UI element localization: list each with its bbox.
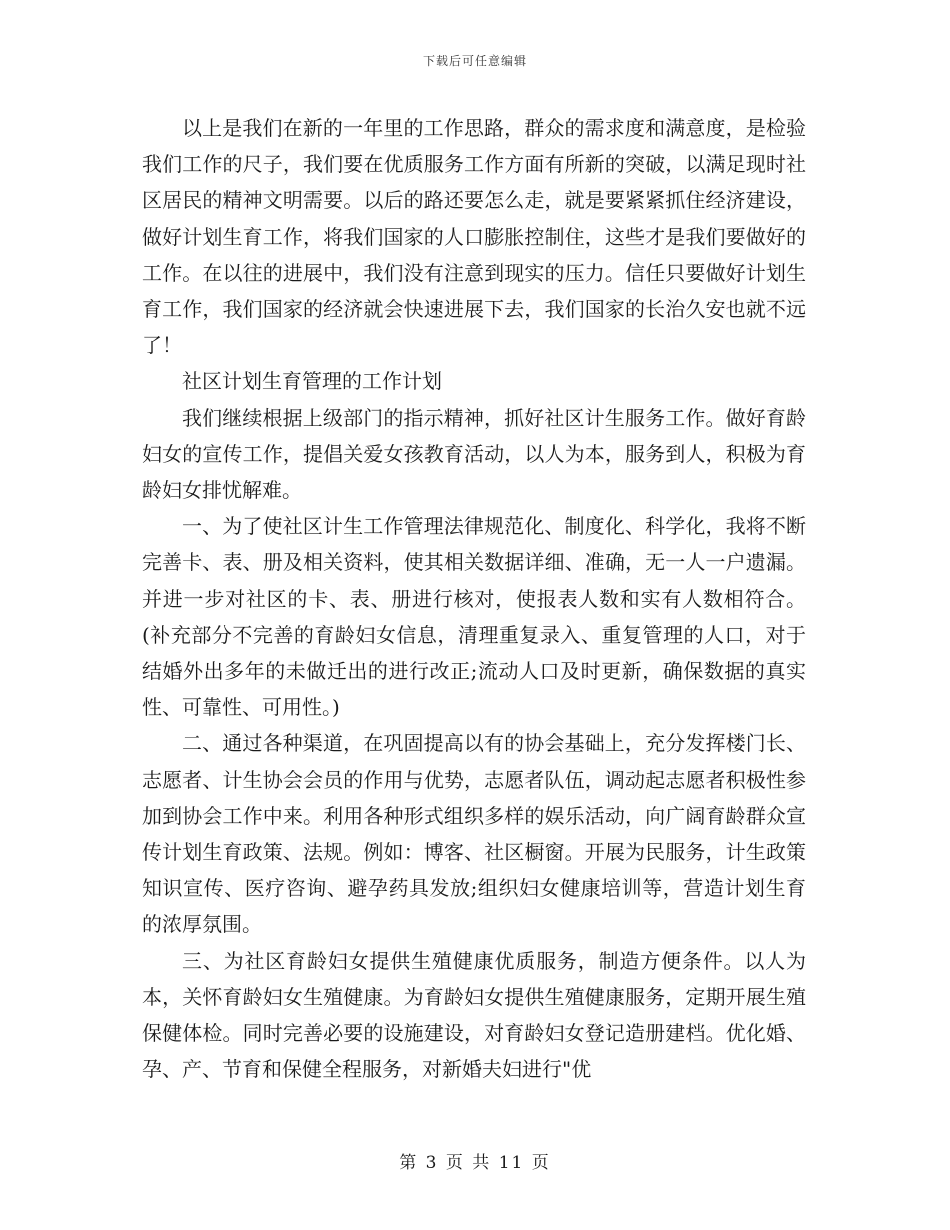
section-title: 社区计划生育管理的工作计划 — [182, 369, 442, 394]
document-body — [142, 110, 806, 1087]
paragraph-summary: 以上是我们在新的一年里的工作思路，群众的需求度和满意度，是检验我们工作的尺子，我们要在优质服务工作方面有所新的突破，以满足现时社区居民的精神文明需要。以后的路还要怎么走，就是要紧紧抓住经济建设，做好计划生育工作，将我们国家的人口膨胀控制住，这些才是我们要做好的工作。在以往的进展中，我们没有注意到现实的压力。信任只要做好计划生育工作，我们国家的经济就会快速进展下去，我们国家的长治久安也就不远了！ — [142, 116, 806, 358]
paragraph-item-2: 二、通过各种渠道，在巩固提高以有的协会基础上，充分发挥楼门长、志愿者、计生协会会员的作用与优势，志愿者队伍，调动起志愿者积极性参加到协会工作中来。利用各种形式组织多样的娱乐活动，向广阔育龄群众宣传计划生育政策、法规。例如：博客、社区橱窗。开展为民服务，计生政策知识宣传、医疗咨询、避孕药具发放;组织妇女健康培训等，营造计划生育的浓厚氛围。 — [142, 731, 806, 937]
paragraph-item-1: 一、为了使社区计生工作管理法律规范化、制度化、科学化，我将不断完善卡、表、册及相关资料，使其相关数据详细、准确，无一人一户遗漏。并进一步对社区的卡、表、册进行核对，使报表人数和实有人数相符合。(补充部分不完善的育龄妇女信息，清理重复录入、重复管理的人口，对于结婚外出多年的未做迁出的进行改正;流动人口及时更新，确保数据的真实性、可靠性、可用性。) — [142, 514, 806, 720]
paragraph-item-3: 三、为社区育龄妇女提供生殖健康优质服务，制造方便条件。以人为本，关怀育龄妇女生殖健康。为育龄妇女提供生殖健康服务，定期开展生殖保健体检。同时完善必要的设施建设，对育龄妇女登记造册建档。优化婚、孕、产、节育和保健全程服务，对新婚夫妇进行"优 — [142, 948, 806, 1082]
page-number: 第 3 页 共 11 页 — [399, 1153, 551, 1173]
header-note: 下载后可任意编辑 — [422, 54, 527, 68]
paragraph-intro: 我们继续根据上级部门的指示精神，抓好社区计生服务工作。做好育龄妇女的宣传工作，提倡关爱女孩教育活动，以人为本，服务到人，积极为育龄妇女排忧解难。 — [142, 405, 806, 503]
